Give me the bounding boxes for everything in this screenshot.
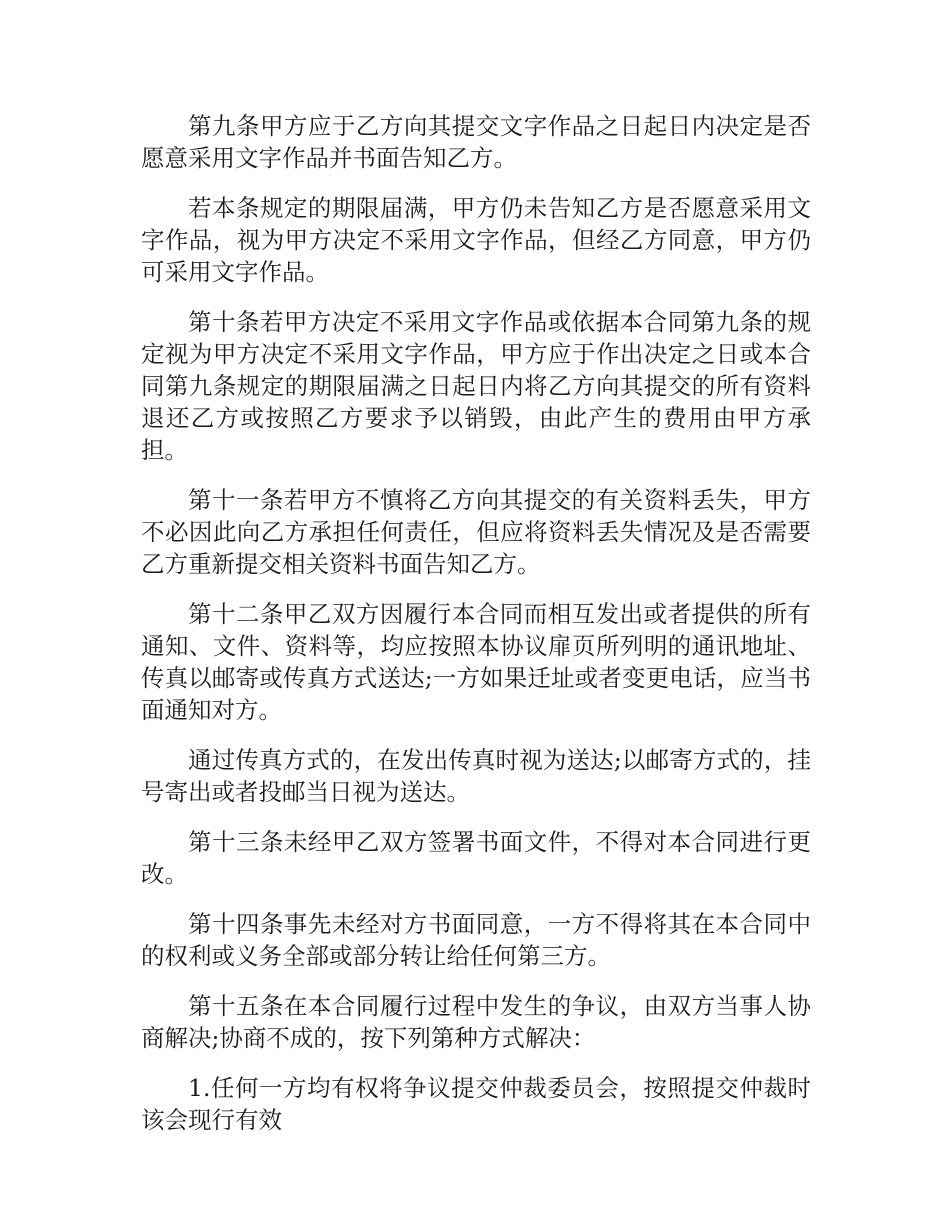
article-13-paragraph: 第十三条未经甲乙双方签署书面文件，不得对本合同进行更改。 [141, 828, 811, 888]
arbitration-item-paragraph: 1.任何一方均有权将争议提交仲裁委员会，按照提交仲裁时该会现行有效 [141, 1074, 811, 1134]
article-15-paragraph: 第十五条在本合同履行过程中发生的争议，由双方当事人协商解决;协商不成的，按下列第种方式解决： [141, 992, 811, 1052]
article-14-paragraph: 第十四条事先未经对方书面同意，一方不得将其在本合同中的权利或义务全部或部分转让给任何第三方。 [141, 910, 811, 970]
article-11-paragraph: 第十一条若甲方不慎将乙方向其提交的有关资料丢失，甲方不必因此向乙方承担任何责任，但应将资料丢失情况及是否需要乙方重新提交相关资料书面告知乙方。 [141, 486, 811, 578]
delivery-paragraph: 通过传真方式的，在发出传真时视为送达;以邮寄方式的，挂号寄出或者投邮当日视为送达。 [141, 746, 811, 806]
article-9-expiry-paragraph: 若本条规定的期限届满，甲方仍未告知乙方是否愿意采用文字作品，视为甲方决定不采用文字作品，但经乙方同意，甲方仍可采用文字作品。 [141, 194, 811, 286]
article-10-paragraph: 第十条若甲方决定不采用文字作品或依据本合同第九条的规定视为甲方决定不采用文字作品，甲方应于作出决定之日或本合同第九条规定的期限届满之日起日内将乙方向其提交的所有资料退还乙方或按照乙方要求予以销毁，由此产生的费用由甲方承担。 [141, 308, 811, 464]
article-12-paragraph: 第十二条甲乙双方因履行本合同而相互发出或者提供的所有通知、文件、资料等，均应按照本协议扉页所列明的通讯地址、传真以邮寄或传真方式送达;一方如果迁址或者变更电话，应当书面通知对方。 [141, 600, 811, 724]
article-9-paragraph: 第九条甲方应于乙方向其提交文字作品之日起日内决定是否愿意采用文字作品并书面告知乙方。 [141, 112, 811, 172]
document-body [141, 110, 811, 1154]
